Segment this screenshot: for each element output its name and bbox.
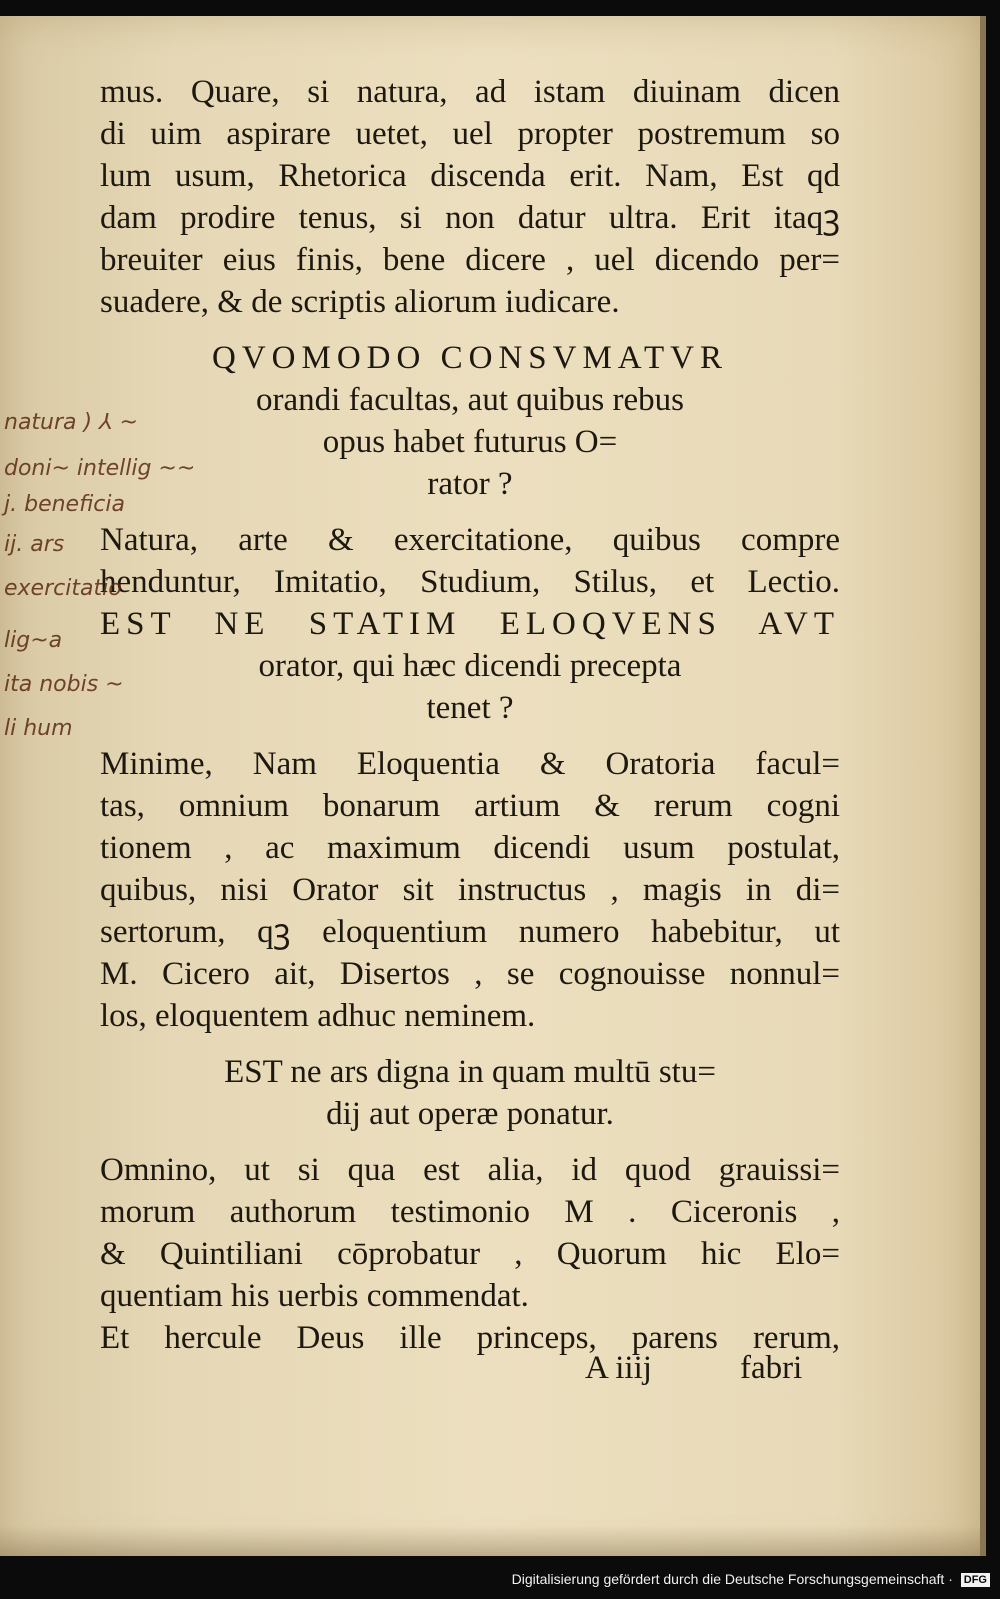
text-line: quentiam his uerbis commendat. [100,1278,529,1314]
text-line: & Quintiliani cōprobatur , Quorum hic Elo= [100,1236,840,1272]
text-line: Minime, Nam Eloquentia & Oratoria facul= [100,746,840,782]
book-page [0,16,986,1556]
section-heading-line: EST NE STATIM ELOQVENS AVT [100,606,840,642]
page-text-block [100,71,840,1359]
text-line: quibus, nisi Orator sit instructus , magis in di= [100,872,840,908]
marginal-note-1: natura ) ⅄ ~ [4,410,138,435]
marginal-note-2: doni~ intellig ~~ [4,456,196,481]
digitization-footer [0,1559,1000,1599]
section-heading-line: QVOMODO CONSVMATVR [212,340,728,376]
text-line: opus habet futurus O= [322,424,618,460]
marginal-note-3: j. beneficia [4,492,125,517]
text-line: mus. Quare, si natura, ad istam diuinam dicen [100,74,840,110]
marginal-note-7: ita nobis ~ [4,672,124,697]
marginal-note-8: li hum [4,716,73,741]
text-line: dij aut operæ ponatur. [326,1096,614,1132]
text-line: Omnino, ut si qua est alia, id quod grauissi= [100,1152,840,1188]
line-gap [100,505,840,519]
text-line: morum authorum testimonio M . Ciceronis , [100,1194,840,1230]
text-line: Et hercule Deus ille princeps, parens rerum, [100,1320,840,1356]
text-line: tionem , ac maximum dicendi usum postulat, [100,830,840,866]
marginal-note-4: ij. ars [4,532,65,557]
text-line: sertorum, qꝫ eloquentium numero habebitur, ut [100,914,840,950]
line-gap [100,729,840,743]
text-line: Natura, arte & exercitatione, quibus compre [100,522,840,558]
signature-mark: A iiij [585,1350,652,1386]
marginal-note-5: exercitatio [4,576,122,601]
text-line: breuiter eius finis, bene dicere , uel dicendo per= [100,242,840,278]
dfg-logo: DFG [961,1573,990,1587]
text-line: EST ne ars digna in quam multū stu= [224,1054,716,1090]
text-line: tenet ? [426,690,514,726]
text-line: rator ? [427,466,513,502]
text-line: los, eloquentem adhuc neminem. [100,998,536,1034]
line-gap [100,323,840,337]
text-line: lum usum, Rhetorica discenda erit. Nam, Est qd [100,158,840,194]
catchword: fabri [740,1350,803,1386]
text-line: tas, omnium bonarum artium & rerum cogni [100,788,840,824]
text-line: dam prodire tenus, si non datur ultra. Erit itaqꝫ [100,200,840,236]
text-line: suadere, & de scriptis aliorum iudicare. [100,284,620,320]
text-line: orandi facultas, aut quibus rebus [256,382,684,418]
text-line: orator, qui hæc dicendi precepta [258,648,682,684]
text-line: henduntur, Imitatio, Studium, Stilus, et Lectio. [100,564,840,600]
line-gap [100,1037,840,1051]
line-gap [100,1135,840,1149]
text-line: M. Cicero ait, Disertos , se cognouisse nonnul= [100,956,840,992]
marginal-note-6: lig~a [4,628,63,653]
text-line: di uim aspirare uetet, uel propter postremum so [100,116,840,152]
footer-credit: Digitalisierung gefördert durch die Deutsche Forschungsgemeinschaft · [511,1571,953,1587]
